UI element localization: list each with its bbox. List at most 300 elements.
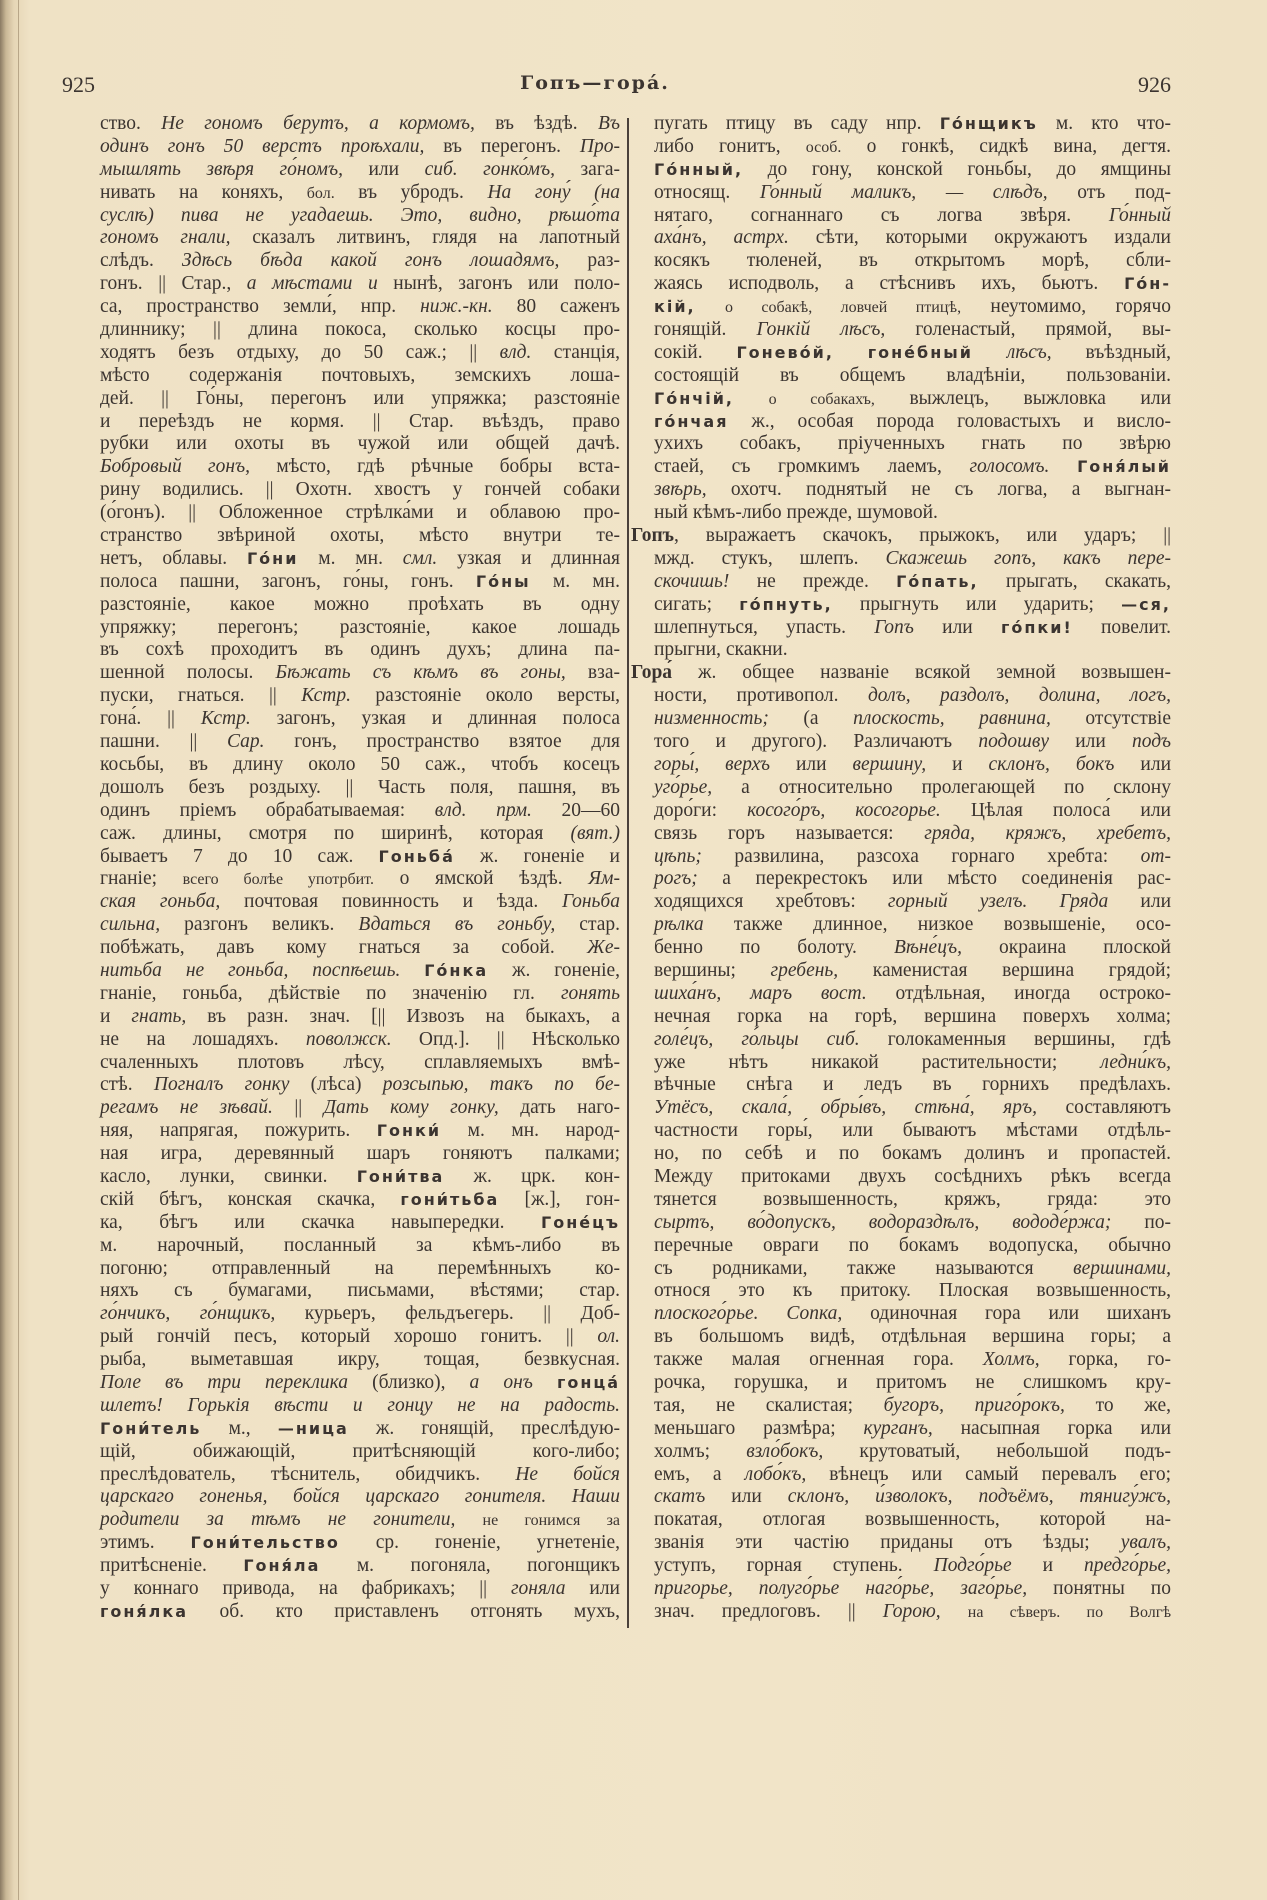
text-line [631,1372,1171,1395]
text: притѣсненіе. [100,1555,244,1577]
text: ности, противопол. [654,685,868,707]
text: отдѣльная, иногда остроко- [866,982,1171,1004]
text-line [100,617,620,640]
text-line [631,800,1171,823]
headword: Го́нчій, [654,388,734,408]
italic-phrase: Гонкій лѣсъ, [756,319,886,341]
text: узкая и длинная [437,547,621,569]
text: ка, бѣгъ или скачка навыпередки. [100,1211,542,1233]
text [834,342,868,363]
text: частности горы́, или бываютъ мѣстами отдѣль- [654,1120,1171,1142]
text: косякъ тюленей, въ открытомъ морѣ, сбли- [654,250,1171,272]
text-line [100,113,620,136]
text: не на лошадяхъ. [100,1028,306,1050]
italic-phrase: сиб. гонко́мъ, [424,158,555,180]
text-line [631,227,1171,250]
text [455,1509,482,1530]
text: мѣсто содержанія почтовыхъ, земскихъ лоша- [100,364,620,386]
text-line [631,548,1171,571]
italic-phrase: ол. [597,1326,620,1348]
text-line [631,1303,1171,1326]
italic-phrase: Погналъ гонку [153,1074,290,1096]
italic-phrase: лобо́къ, [744,1463,807,1485]
text-line [100,411,620,434]
text-line [100,937,620,960]
main-headword: Гопъ [631,525,675,547]
text-line [100,868,620,891]
text: выжлецъ, выжловка или [874,387,1172,409]
italic-phrase: нитьба не гоньба, поспѣешь. [100,959,401,981]
text: нятаго, согнаннаго съ логва звѣря. [654,204,1109,226]
text: гнаніе, гоньба, дѣйствіе по значенію гл. [100,982,561,1004]
text: косьбы, въ длину около 50 саж., чтобъ косецъ [100,753,620,775]
italic-phrase: царскаго гоненья, бойся царскаго гонителя. Наши [100,1486,620,1508]
text-line [100,227,620,250]
text: вѣчные снѣга и ледъ въ горнихъ предѣлахъ. [654,1074,1171,1096]
text [941,1601,968,1622]
text-line [100,1532,620,1555]
text-line [631,960,1171,983]
text: того и другого). Различаютъ [654,731,979,753]
text: разгонъ великъ. [160,914,359,936]
text-line [631,639,1171,662]
italic-phrase: скочишь! [654,570,730,592]
text-line [631,617,1171,640]
italic-phrase: Вѣне́цъ, [893,937,962,959]
text: званія эти частію приданы отъ ѣзды; [654,1532,1121,1554]
text: пуски, гнаться. || [100,685,302,707]
italic-phrase: косого́ръ, косогорье. [747,799,941,821]
text-line [631,159,1171,182]
text: ж. гонящій, преслѣдую- [348,1417,621,1439]
text-line [100,662,620,685]
text: разстояніе около версты, [351,685,621,707]
text-line [100,891,620,914]
headword: Гони́тва [356,1166,445,1186]
text: относя это къ притоку. Плоская возвышенность, [654,1280,1171,1302]
text: нетъ, облавы. [100,547,247,569]
text-line [631,1143,1171,1166]
text: м. мн. [298,547,403,569]
italic-phrase: Въ [597,113,620,134]
text-line [631,205,1171,228]
text: рый гончій песъ, который хорошо гонитъ. || [100,1326,598,1348]
italic-phrase: Же- [586,937,620,959]
text: и [926,753,989,775]
italic-phrase: увалъ, [1120,1532,1171,1554]
text: гонящій. [654,319,757,341]
headword: Го́нный, [654,159,744,179]
right-column [631,113,1171,1624]
italic-phrase: Скажешь гопъ, какъ пере- [885,547,1171,569]
italic-phrase: Поле въ три переклика [100,1371,349,1393]
text: или [913,616,1001,638]
text: голокаменныя вершины, гдѣ [859,1028,1171,1050]
italic-phrase: одинъ гонъ 50 верстъ проѣхали, [100,135,425,157]
italic-phrase: голосомъ. [969,456,1050,478]
italic-phrase: плоского́рье. Сопка, [654,1303,843,1325]
text-line [631,1074,1171,1097]
headword: —ница [277,1418,349,1438]
text-line [631,1555,1171,1578]
text: то же, [1064,1394,1172,1416]
text: ный кѣмъ-либо прежде, шумовой. [654,502,938,524]
main-headword: Гора́ [631,662,673,684]
text: сигать; [654,593,740,615]
italic-phrase: плоскость, равнина, [853,708,1051,730]
text: саж. длины, смотря по ширинѣ, которая [100,822,571,844]
text: гонъ. || Стар., [100,273,247,295]
text: въ убродъ. [334,181,488,203]
text: составляютъ [1036,1097,1171,1119]
text: также малая огненная гора. [654,1349,983,1371]
italic-phrase: склонъ, и́зволокъ, подъёмъ, тянигу́жъ, [787,1486,1171,1508]
text: перечные овраги по бокамъ водопуска, обычно [654,1234,1171,1256]
text: гнаніе; [100,868,183,890]
text: уже нѣтъ никакой растительности; [654,1051,1101,1073]
text: (лѣса) [289,1074,383,1096]
text: нынѣ, загонъ или поло- [377,273,620,295]
text: отсутствіе [1050,708,1171,730]
text: охотч. поднятый не съ логва, а выгнан- [706,479,1171,501]
text-line [631,1189,1171,1212]
text-line [100,571,620,594]
text-line [631,685,1171,708]
text: вѣнецъ или самый перевалъ его; [806,1463,1171,1485]
text: емъ, а [654,1463,745,1485]
text: разстояніе, какое можно проѣхать въ одну [100,593,620,615]
text-line [631,1418,1171,1441]
text: касло, лунки, свинки. [100,1165,357,1187]
text: а относительно пролегающей по склону [712,776,1171,798]
text: дей. || Го́ны, перегонъ или упряжка; разстояніе [100,387,620,409]
italic-phrase: вершину, [852,753,927,775]
text-line [100,479,620,502]
text: меньшаго размѣра; [654,1417,864,1439]
text: м. погоняла, погонщикъ [320,1555,620,1577]
text-line [631,1097,1171,1120]
text: либо гонитъ, [654,135,806,157]
italic-phrase: поволжск. [305,1028,392,1050]
entry-headline [631,525,1171,548]
text-line [631,1601,1171,1624]
italic-phrase: ниж.-кн. [420,296,493,318]
text: относящ. [654,181,760,203]
text-line [631,846,1171,869]
text: жаясь исподволь, а стѣснивъ ихъ, бьютъ. [654,273,1125,295]
text: м., [201,1417,278,1439]
text: счаленныхъ плотовъ лѣсу, сплавляемыхъ вмѣ- [100,1051,620,1073]
text-line [100,1074,620,1097]
headword: го́пки! [1000,617,1073,637]
text: рину водились. || Охотн. хвостъ у гончей собаки [100,479,620,501]
text: тая, не скалистая; [654,1394,884,1416]
italic-phrase: голе́цъ, го́льцы сиб. [654,1028,860,1050]
headword: Го́пать, [896,571,979,591]
text: горка, го- [1039,1349,1171,1371]
text-line [100,1349,620,1372]
text-line [631,891,1171,914]
italic-phrase: гоняла [510,1578,566,1599]
text: ж. црк. кон- [444,1165,620,1187]
text [533,1372,557,1393]
italic-phrase: го́нчикъ, го́нщикъ, [100,1303,276,1325]
text-line [631,319,1171,342]
text-line [631,823,1171,846]
headword: Гоне́цъ [541,1212,620,1232]
text-line [100,1509,620,1532]
text-line [631,1532,1171,1555]
italic-phrase: горный узелъ. Гряда [887,891,1109,913]
text: бенно по болоту. [654,937,894,959]
text: особ. [805,138,842,156]
text: одинъ пріемъ обрабатываемая: [100,799,435,821]
text: прыгни, скакни. [654,639,788,661]
text: ж. общее названіе всякой земной возвышен- [672,662,1171,684]
text-line [631,731,1171,754]
text: одиночная гора или шиханъ [842,1303,1172,1325]
text: состоящій въ общемъ владѣніи, пользованіи. [654,364,1171,386]
text: доро́ги: [654,799,748,821]
italic-phrase: (вят.) [570,822,620,844]
text: гонъ, пространство взятое для [264,731,620,753]
text-line [631,868,1171,891]
text-line [100,1052,620,1075]
text: м. кто что- [1037,113,1171,134]
text: ср. гоненіе, угнетеніе, [339,1532,621,1554]
text-line [100,250,620,273]
text: шлепнуться, упасть. [654,616,875,638]
text: или [565,1578,620,1599]
text-line [100,1235,620,1258]
italic-phrase: регамъ не зѣвай. [100,1097,273,1119]
text: о гонкѣ, сидкѣ вина, дегтя. [841,135,1171,157]
text: длиннику; || длина покоса, сколько косцы про- [100,319,620,341]
headword: —ся, [1121,594,1171,614]
text-line [100,960,620,983]
text-line [631,1280,1171,1303]
text: упряжку; перегонъ; разстояніе, какое лошадь [100,616,620,638]
text: о собакахъ, [768,390,875,408]
text: об. кто приставленъ отгонять мухъ, [188,1600,620,1622]
text: гона́. || [100,708,201,730]
italic-phrase: сильна, [100,914,161,936]
text: въѣздный, [1051,341,1172,363]
italic-phrase: подошву [978,731,1050,753]
text-line [631,479,1171,502]
headword: Гонево́й, [736,342,834,362]
text-line [100,708,620,731]
text: стѣ. [100,1074,154,1096]
text-line [100,1097,620,1120]
text-line [100,731,620,754]
text-line [100,273,620,296]
italic-phrase: бугоръ, приго́рокъ, [883,1394,1065,1416]
text: прыгать, скакать, [978,570,1171,592]
italic-phrase: шлетъ! Горькія вѣсти и гонцу не на радость. [100,1394,620,1416]
italic-phrase: вершинами, [1073,1257,1171,1279]
text-line [631,433,1171,456]
text-line [631,296,1171,319]
column-divider [627,118,629,1628]
text-line [100,1258,620,1281]
text: (близко), [348,1371,470,1393]
italic-phrase: горы́, верхъ [654,753,770,775]
italic-phrase: ская гоньба, [100,891,221,913]
headword: Гонки́ [376,1121,442,1141]
text-line [100,777,620,800]
text: и [1011,1555,1084,1577]
text: голенастый, прямой, вы- [885,319,1171,341]
text-line [631,136,1171,159]
italic-phrase: долъ, раздолъ, долина, логъ, [867,685,1171,707]
text: или [1108,891,1171,913]
headword: гоне́бный [867,342,973,362]
text-line [100,914,620,937]
italic-phrase: Кстр. [200,708,251,730]
text-line [100,1029,620,1052]
text: ходятъ безъ отдыху, до 50 саж.; || [100,341,500,363]
text: а перекрестокъ или мѣсто соединенія рас- [697,868,1171,890]
text: у коннаго привода, на фабрикахъ; || [100,1578,511,1599]
text-line [631,342,1171,365]
headword: Го́н- [1124,274,1171,294]
italic-phrase: Утёсъ, скала́, обры́въ, стѣна́, яръ, [654,1097,1037,1119]
text: Цѣлая полоса́ или [940,799,1171,821]
text: (а [768,708,854,730]
text-line [100,1189,620,1212]
text-line [100,502,620,525]
text-line [100,594,620,617]
text [734,388,769,409]
text-line [631,113,1171,136]
text-line [100,754,620,777]
headword: го́пнуть, [739,594,833,614]
text-line [631,273,1171,296]
text: бываетъ 7 до 10 саж. [100,845,379,867]
page-number-right: 926 [1138,72,1171,97]
italic-phrase: подъ [1132,731,1171,753]
text: дошолъ безъ роздыху. || Часть поля, пашня, въ [100,776,620,798]
text-line [100,1555,620,1578]
text-line [100,136,620,159]
text: ж., особая порода головастыхъ и вислo- [728,410,1171,432]
headword: гоня́лка [100,1601,189,1621]
text: || [272,1097,324,1119]
text: или [1049,731,1133,753]
text: или [769,753,853,775]
headword: Гоня́лый [1077,457,1171,477]
text: вза- [565,662,620,684]
text: окраина плоской [961,937,1171,959]
text: Между притоками двухъ сосѣднихъ рѣкъ всегда [654,1165,1171,1187]
italic-phrase: Го́нный маликъ, — слѣдъ, [759,181,1048,203]
text: няхъ съ бумагами, письмами, вѣстями; стар. [100,1280,620,1302]
text: преслѣдователь, тѣснитель, обидчикъ. [100,1463,516,1485]
text: о ямской ѣздѣ. [373,868,589,890]
text: неутомимо, горячо [961,296,1172,318]
headword: Го́нщикъ [939,114,1038,133]
text: са, пространство земли́, нпр. [100,296,421,318]
text-line [631,914,1171,937]
text-line [100,1120,620,1143]
text-line [631,571,1171,594]
italic-phrase: а мѣстами и [246,273,378,295]
italic-phrase: взло́бокъ, [746,1440,824,1462]
text: тянется возвышенность, кряжъ, гряда: это [654,1188,1171,1210]
text: пашни. || [100,731,228,753]
italic-phrase: Горою, [882,1600,941,1622]
italic-phrase: склонъ, бокъ [988,753,1115,775]
text-line [100,1372,620,1395]
text-line [100,1303,620,1326]
text-line [100,1326,620,1349]
italic-phrase: Не гономъ берутъ, а кормомъ, [161,113,475,134]
text: [ж.], гон- [499,1188,620,1210]
text-line [631,1395,1171,1418]
text-line [100,685,620,708]
italic-phrase: шиха́нъ, маръ вост. [654,982,867,1004]
text: и [100,1005,132,1027]
italic-phrase: На гону́ (на [487,181,620,203]
text-line [631,1166,1171,1189]
text: въ разн. знач. [|| Извозъ на быкахъ, а [186,1005,620,1027]
italic-phrase: скатъ [654,1486,706,1508]
text: почтовая повинность и ѣзда. [220,891,563,913]
text-line [100,1006,620,1029]
text: о собакѣ, ловчей птицѣ, [724,299,962,317]
text: стаей, съ громкимъ лаемъ, [654,456,970,478]
text-line [100,639,620,662]
text-line [631,1578,1171,1601]
headword: кій, [654,297,696,317]
text: раз- [559,250,620,272]
text-line [100,1578,620,1601]
text: Опд.]. || Нѣсколько [391,1028,620,1050]
headword: Гоня́ла [243,1556,321,1576]
italic-phrase: Ям- [588,868,620,890]
text-line [100,1486,620,1509]
italic-phrase: Гоньба [562,891,620,913]
italic-phrase: родители за тѣмъ не гонители, [100,1509,456,1531]
page-number-left: 925 [62,72,95,97]
text: знач. предлоговъ. || [654,1600,883,1622]
text-line [100,456,620,479]
text: бол. [306,184,335,202]
text-line [631,1326,1171,1349]
text-line [100,1418,620,1441]
text-line [631,1486,1171,1509]
text-line [631,388,1171,411]
text: съ родниками, также называются [654,1257,1074,1279]
headword: гонца́ [556,1372,621,1392]
text: ная игра, деревянный шаръ гоняютъ палками; [100,1143,620,1165]
text: и переѣздъ не кормя. || Стар. въѣздъ, право [100,410,620,432]
text-line [100,548,620,571]
text-line [100,1601,620,1624]
text-line [631,777,1171,800]
text-line [631,1006,1171,1029]
italic-phrase: Холмъ, [982,1349,1040,1371]
text: ж. гоненіе, [488,959,621,981]
text: погоню; отправленный на перемѣнныхъ ко- [100,1257,620,1279]
text: скій бѣгъ, конская скачка, [100,1188,401,1210]
italic-phrase: смл. [402,547,438,569]
text: 80 саженъ [492,296,620,318]
italic-phrase: курганъ, [863,1417,933,1439]
italic-phrase: а онъ [469,1371,533,1393]
text-line [631,1235,1171,1258]
